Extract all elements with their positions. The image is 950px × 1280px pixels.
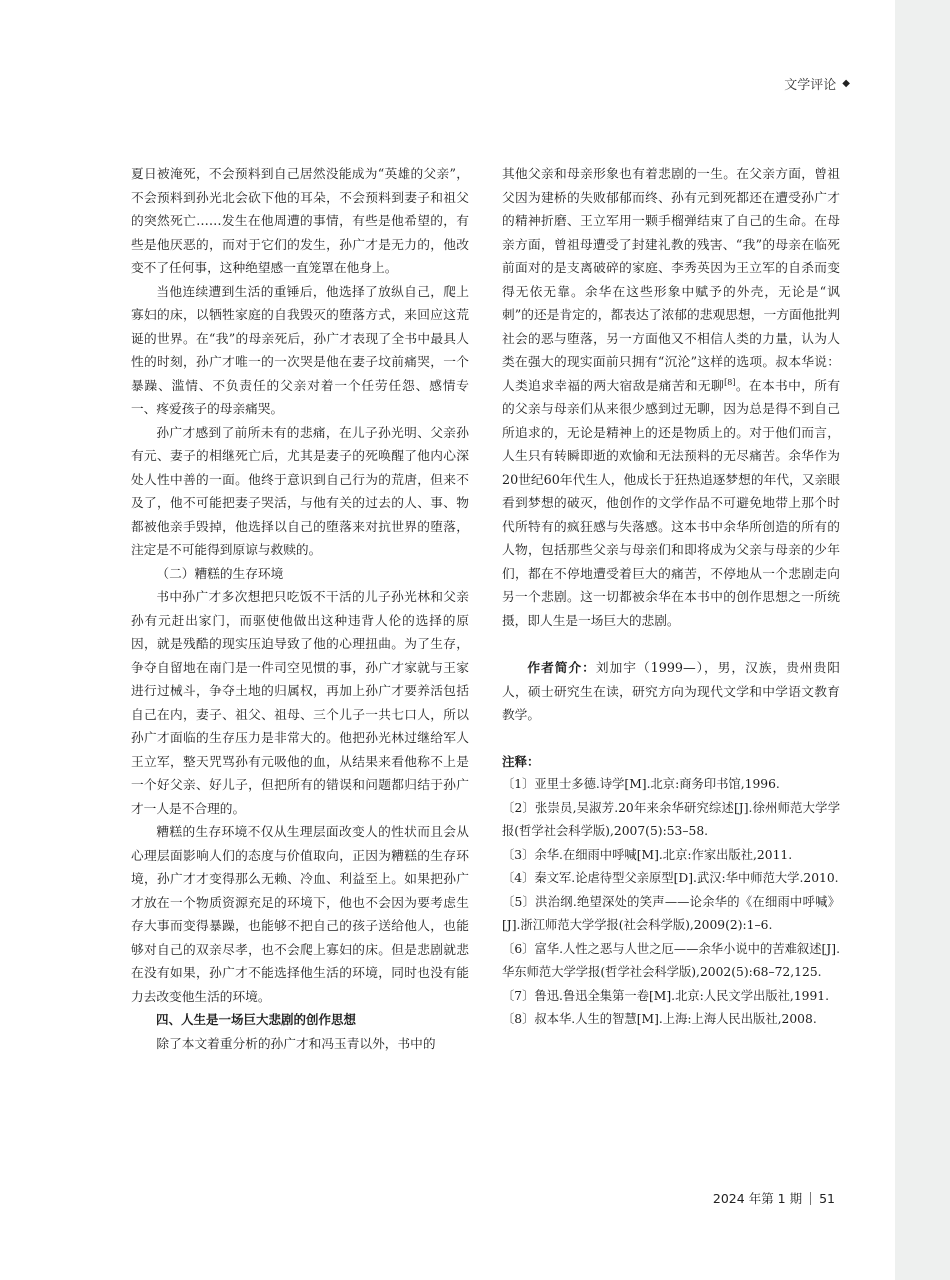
paragraph: 书中孙广才多次想把只吃饭不干活的儿子孙光林和父亲孙有元赶出家门，而驱使他做出这种违背人伦的选择的原因，就是残酷的现实压迫导致了他的心理扭曲。为了生存，争夺自留地在南门是一件司空见惯的事，孙广才家就与王家进行过械斗，争夺土地的归属权，再加上孙广才要养活包括自己在内，妻子、祖父、祖母、三个儿子一共七口人，所以孙广才面临的生存压力是非常大的。他把孙光林过继给军人王立军，整天咒骂孙有元吸他的血，从结果来看他称不上是一个好父亲、好儿子，但把所有的错误和问题都归结于孙广才一人是不合理的。 — [131, 589, 469, 816]
note-item: 〔4〕秦文军.论虐待型父亲原型[D].武汉:华中师范大学.2010. — [502, 871, 839, 885]
paragraph: 除了本文着重分析的孙广才和冯玉青以外，书中的 — [156, 1035, 436, 1051]
author-bio — [502, 656, 840, 727]
notes-heading: 注释： — [502, 753, 540, 769]
paragraph-text: 其他父亲和母亲形象也有着悲剧的一生。在父亲方面，曾祖父因为建桥的失败郁郁而终、孙有元到死都还在遭受孙广才的精神折磨、王立军用一颗手榴弹结束了自己的生命。在母亲方面，曾祖母遭受了封建礼教的残害、“我”的母亲在临死前面对的是支离破碎的家庭、李秀英因为王立军的自杀而变得无依无靠。余华在这些形象中赋予的外壳，无论是“讽刺”的还是肯定的，都表达了浓郁的悲观思想，一方面他批判社会的恶与堕落，另一方面他又不相信人类的力量，认为人类在强大的现实面前只拥有“沉沦”这样的选项。叔本华说：人类追求幸福的两大宿敌是痛苦和无聊 — [502, 166, 840, 393]
subsection-heading: （二）糟糕的生存环境 — [156, 565, 284, 581]
note-item: 〔6〕富华.人性之恶与人世之厄——余华小说中的苦难叙述[J].华东师范大学学报(哲学社会科学版),2002(5):68–72,125. — [502, 941, 840, 979]
left-column — [131, 162, 469, 1055]
side-margin-band — [895, 0, 950, 1280]
right-column — [502, 162, 840, 1032]
footer-divider — [810, 1192, 811, 1205]
note-item: 〔1〕亚里士多德.诗学[M].北京:商务印书馆,1996. — [502, 777, 780, 791]
citation-ref: [8] — [724, 377, 736, 387]
paragraph: 当他连续遭到生活的重锤后，他选择了放纵自己，爬上寡妇的床，以牺牲家庭的自我毁灭的堕落方式，来回应这荒诞的世界。在“我”的母亲死后，孙广才表现了全书中最具人性的时刻，孙广才唯一的一次哭是他在妻子坟前痛哭，一个暴躁、滥情、不负责任的父亲对着一个任劳任怨、感情专一、疼爱孩子的母亲痛哭。 — [131, 283, 469, 416]
paragraph-text: 。在本书中，所有的父亲与母亲们从来很少感到过无聊，因为总是得不到自己所追求的，无论是精神上的还是物质上的。对于他们而言，人生只有转瞬即逝的欢愉和无法预料的无尽痛苦。余华作为20世纪60年代生人，他成长于狂热追逐梦想的年代，又亲眼看到梦想的破灭，他创作的文学作品不可避免地带上那个时代所特有的疯狂感与失落感。这本书中余华所创造的所有的人物，包括那些父亲与母亲们和即将成为父亲与母亲的少年们，都在不停地遭受着巨大的痛苦，不停地从一个悲剧走向另一个悲剧。这一切都被余华在本书中的创作思想之一所统摄，即人生是一场巨大的悲剧。 — [502, 377, 841, 628]
note-item: 〔7〕鲁迅.鲁迅全集第一卷[M].北京:人民文学出版社,1991. — [502, 988, 830, 1003]
issue-label: 2024 年第 1 期 — [712, 1191, 803, 1206]
paragraph — [502, 162, 840, 632]
page-number: 51 — [819, 1190, 835, 1206]
note-item: 〔8〕叔本华.人生的智慧[M].上海:上海人民出版社,2008. — [502, 1012, 817, 1026]
running-header — [784, 74, 850, 93]
note-item: 〔2〕张崇员,吴淑芳.20年来余华研究综述[J].徐州师范大学学报(哲学社会科学版),2007(5):53–58. — [502, 800, 840, 838]
page-footer — [713, 1189, 835, 1207]
author-bio-text: 刘加宇（1999—），男，汉族，贵州贵阳人，硕士研究生在读，研究方向为现代文学和中学语文教育教学。 — [502, 660, 840, 722]
paragraph: 孙广才感到了前所未有的悲痛，在儿子孙光明、父亲孙有元、妻子的相继死亡后，尤其是妻子的死唤醒了他内心深处人性中善的一面。他终于意识到自己行为的荒唐，但来不及了，他不可能把妻子哭活，与他有关的过去的人、事、物都被他亲手毁掉，他选择以自己的堕落来对抗世界的堕落，注定是不可能得到原谅与救赎的。 — [131, 424, 469, 557]
section-title: 文学评论 — [784, 78, 837, 93]
paragraph: 糟糕的生存环境不仅从生理层面改变人的性状而且会从心理层面影响人们的态度与价值取向，正因为糟糕的生存环境，孙广才才变得那么无赖、冷血、利益至上。如果把孙广才放在一个物质资源充足的环境下，他也不会因为要考虑生存大事而变得暴躁，也能够不把自己的孩子送给他人，也能够对自己的双亲尽孝，也不会爬上寡妇的床。但是悲剧就悲在没有如果，孙广才不能选择他生活的环境，同时也没有能力去改变他生活的环境。 — [131, 824, 469, 1004]
author-bio-label: 作者简介： — [527, 660, 596, 675]
note-item: 〔3〕余华.在细雨中呼喊[M].北京:作家出版社,2011. — [502, 847, 793, 862]
note-item: 〔5〕洪治纲.绝望深处的笑声——论余华的《在细雨中呼喊》[J].浙江师范大学学报(社会科学版),2009(2):1–6. — [502, 894, 840, 932]
section-heading: 四、人生是一场巨大悲剧的创作思想 — [156, 1012, 357, 1027]
diamond-icon: ◆ — [842, 78, 850, 89]
paragraph: 夏日被淹死，不会预料到自己居然没能成为“英雄的父亲”，不会预料到孙光北会砍下他的耳朵，不会预料到妻子和祖父的突然死亡……发生在他周遭的事情，有些是他希望的，有些是他厌恶的，而对于它们的发生，孙广才是无力的，他改变不了任何事，这种绝望感一直笼罩在他身上。 — [131, 166, 469, 275]
